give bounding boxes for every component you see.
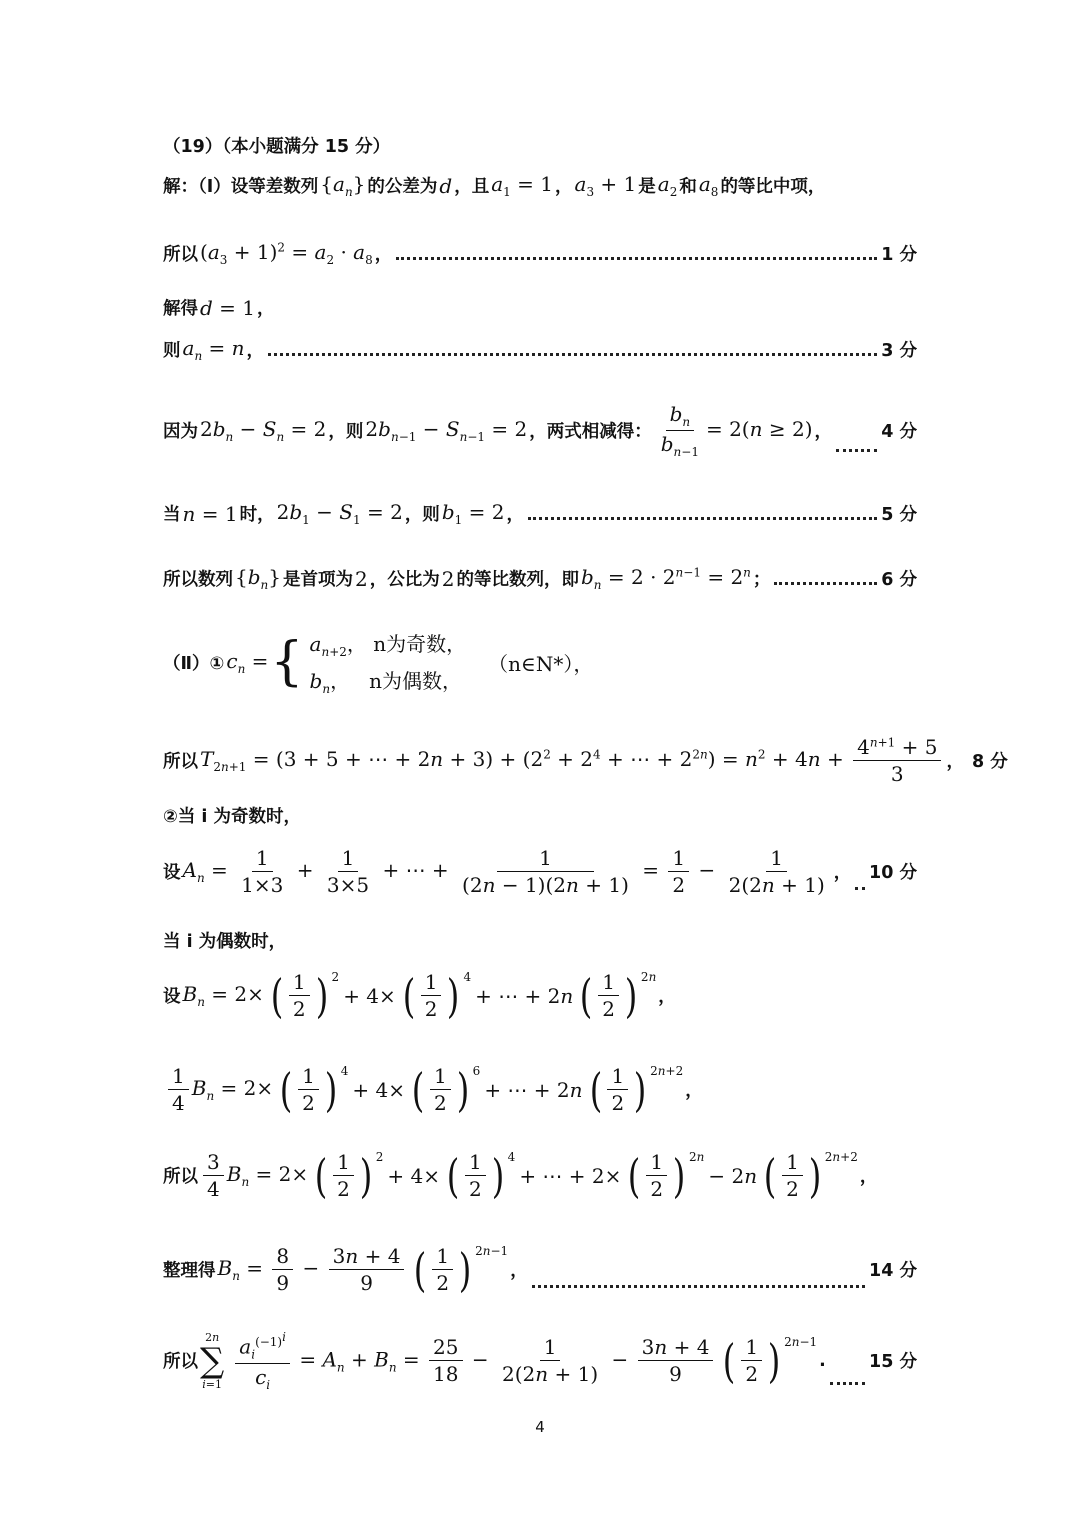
score-label: 8 分 (971, 752, 1008, 772)
score-label: 3 分 (881, 341, 917, 361)
solution-intro: 解：（Ⅰ）设等差数列 $\{a_n\}$ 的公差为 d ，且 $a_1 = 1$ ， $a_3 + 1$ 是 $a_2$ 和 $a_8$ 的等比中项， (163, 172, 826, 199)
step-8: 设 $A_n$ = $\frac{1}{1\times 3}$ + $\frac{1}{3\times 5}$ + ⋯ + $\frac{1}{(2n - 1)(2n + 1)}$ = $\frac{1}{2}$ − $\frac{1}{2(2n + 1)}$ ， 10 分 (163, 846, 917, 897)
even-case-heading: 当 i 为偶数时， (163, 932, 287, 952)
leader-dots (396, 257, 877, 260)
step-6: 所以数列 $\{b_n\}$ 是首项为 2 ，公比为 2 的等比数列，即 $b_n = 2 \cdot 2^{n-1} = 2^n$ ； 6 分 (163, 565, 917, 592)
leader-dots (836, 449, 877, 452)
step-12: 整理得 $B_n$ = $\frac{8}{9}$ − $\frac{3n + 4}{9}$ ( $\frac{1}{2}$ ) $^{2n -1}$ ， 14 分 (163, 1242, 917, 1297)
step-9: 设 $B_n = 2\times$ ( $\frac{1}{2}$ ) $^2$ + 4× ( $\frac{1}{2}$ ) $^4$ + ⋯ + 2n ( $\frac{1}{2}$ ) $^{2n}$ ， (163, 968, 676, 1023)
header-text: （19）（本小题满分 15 分） (163, 137, 391, 157)
score-label: 10 分 (869, 863, 917, 883)
score-label: 6 分 (881, 570, 917, 590)
step-7: 所以 $T_{2n+1} = (3 + 5$ + ⋯ + $2n + 3) + (2^2 + 2^4$ + ⋯ + $2^{2n}) = n^2 + 4n$ + $\frac{4^{n+1} + 5}{3}$ ， 8 分 (163, 735, 1008, 786)
score-label: 5 分 (881, 505, 917, 525)
step-5: 当 n = 1 时， $2b_1 - S_1 = 2$ ，则 $b_1 = 2$ ， 5 分 (163, 500, 917, 527)
step-4: 因为 $2b_n - S_n = 2$ ，则 $2b_{n-1} - S_{n-1} = 2$ ，两式相减得： $\frac{b_n}{b_{n-1}}$ = 2(n ≥ 2) ， 4 分 (163, 402, 917, 459)
score-label: 4 分 (881, 422, 917, 442)
score-label: 1 分 (881, 245, 917, 265)
leader-dots (830, 1382, 865, 1385)
step-3: 则 $a_n = n$ ， 3 分 (163, 336, 917, 363)
step-10: $\frac{1}{4}$ $B_n = 2\times$ ( $\frac{1}{2}$ ) $^4$ + 4× ( $\frac{1}{2}$ ) $^6$ + ⋯ + 2n ( $\frac{1}{2}$ ) $^{2n +2}$ ， (163, 1064, 917, 1115)
problem-header (163, 133, 917, 158)
leader-dots (855, 887, 865, 890)
leader-dots (774, 582, 877, 585)
part2-definition: （Ⅱ）① $c_n$ = { $a_{n+2}$， n为奇数， $b_n$， n为偶数， （n∈N*）， (163, 632, 594, 696)
score-label: 14 分 (869, 1261, 917, 1281)
page-number: 4 (535, 1418, 545, 1436)
step-11: 所以 $\frac{3}{4}$ $B_n = 2\times$ ( $\frac{1}{2}$ ) $^2$ + 4× ( $\frac{1}{2}$ ) $^4$ + ⋯ + 2× ( $\frac{1}{2}$ ) $^{2n}$ − 2n ( $\frac{1}{2}$ ) $^{2n +2}$ ， (163, 1148, 878, 1203)
odd-case-heading: ②当 i 为奇数时， (163, 807, 302, 827)
leader-dots (528, 517, 877, 520)
step-final: 所以 2n ∑ i=1 $\frac{a_i^{(-1)^i}}{c_i}$ = $A_n + B_n$ = $\frac{25}{18}$ − $\frac{1}{2(2n + 1)}$ − $\frac{3n + 4}{9}$ ( $\frac{1}{2}$ ) $^{2n -1}$ . 15 分 (163, 1330, 917, 1392)
leader-dots (268, 353, 877, 356)
score-label: 15 分 (869, 1352, 917, 1373)
leader-dots (532, 1285, 865, 1288)
step-1: 所以 $(a_3 + 1)^2 = a_2 \cdot a_8$ ， 1 分 (163, 240, 917, 267)
step-2: 解得 d = 1 ， (163, 295, 275, 320)
